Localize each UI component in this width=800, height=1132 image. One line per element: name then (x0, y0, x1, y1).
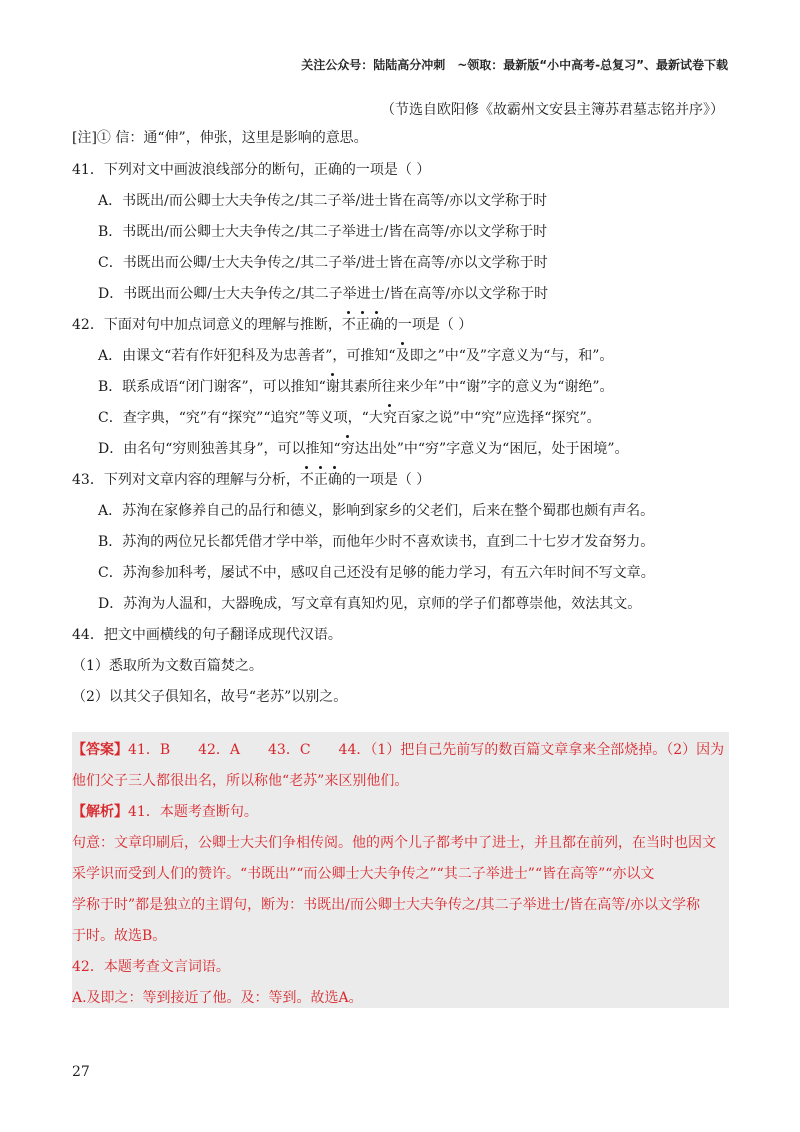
analysis-line-1 (72, 802, 258, 822)
question-43-option-d: D．苏洵为人温和，大器晚成，写文章有真知灼见，京师的学子们都尊崇他，效法其文。 (98, 596, 642, 612)
analysis-line: 句意：文章印刷后，公卿士大夫们争相传阅。他的两个儿子都考中了进士，并且都在前列，在当时也因文 (72, 835, 716, 851)
emphasis-char: 正 (313, 472, 328, 488)
question-42-stem (72, 315, 472, 335)
option-text: 其素所往来少年”中“谢”字的意义为“谢绝”。 (339, 379, 614, 395)
emphasis-char: 穷 (340, 441, 355, 457)
option-text: B．联系成语“闭门谢客”，可以推知“ (98, 379, 326, 395)
stem-text: 的一项是（ ） (341, 472, 431, 488)
option-text: D．由名句“穷则独善其身”，可以推知“ (98, 441, 341, 457)
emphasis-char: 确 (327, 472, 342, 488)
page-number: 27 (72, 1064, 90, 1080)
stem-text: 43．下列对文章内容的理解与分析， (72, 472, 300, 488)
question-44-item-1: （1）悉取所为文数百篇焚之。 (72, 658, 263, 674)
question-42-option-a (98, 346, 613, 366)
answer-line-2: 他们父子三人都很出名，所以称他“老苏”来区别他们。 (72, 773, 409, 789)
question-44-item-2: （2）以其父子俱知名，故号“老苏”以别之。 (72, 689, 348, 705)
option-text: C．查字典，“究”有“探究”“追究”等义项，“大 (98, 410, 383, 426)
question-44-stem: 44．把文中画横线的句子翻译成现代汉语。 (72, 627, 342, 643)
analysis-line: 采学识而受到人们的赞许。“书既出”“而公卿士大夫争传之”“其二子举进士”“皆在高等”“亦以文 (72, 866, 655, 882)
question-42-option-c (98, 408, 601, 428)
emphasis-char: 正 (355, 317, 370, 333)
emphasis-char: 不 (341, 317, 356, 333)
source-citation: （节选自欧阳修《故霸州文安县主簿苏君墓志铭并序》） (381, 102, 724, 118)
question-41-option-a: A．书既出/而公卿士大夫争传之/其二子举/进士皆在高等/亦以文学称于时 (98, 193, 547, 209)
stem-text: 的一项是（ ） (383, 317, 473, 333)
emphasis-char: 究 (382, 410, 397, 426)
analysis-line: 于时。故选B。 (72, 928, 167, 944)
answer-text: 41．B 42．A 43．C 44．（1）把自己先前写的数百篇文章拿来全部烧掉。（2）因为 (128, 742, 725, 758)
question-41-stem: 41．下列对文中画波浪线部分的断句，正确的一项是（ ） (72, 162, 431, 178)
analysis-line: A.及即之：等到接近了他。及：等到。故选A。 (72, 990, 363, 1006)
analysis-line: 学称于时”都是独立的主谓句，断为：书既出/而公卿士大夫争传之/其二子举进士/皆在高等/亦以文学称 (72, 897, 701, 913)
question-43-option-b: B．苏洵的两位兄长都凭借才学中举，而他年少时不喜欢读书，直到二十七岁才发奋努力。 (98, 534, 655, 550)
option-text: 即之”中“及”字意义为“与，和”。 (409, 348, 614, 364)
question-43-stem (72, 470, 430, 490)
emphasis-char: 谢 (325, 379, 340, 395)
annotation-note: [注]① 信：通“伸”，伸张，这里是影响的意思。 (72, 130, 368, 146)
analysis-text: 41．本题考查断句。 (128, 804, 258, 820)
analysis-tag: 【解析】 (72, 804, 128, 820)
emphasis-char: 确 (369, 317, 384, 333)
question-41-option-d: D．书既出而公卿/士大夫争传之/其二子举进士/皆在高等/亦以文学称于时 (98, 286, 549, 302)
option-text: 达出处”中“穷”字意义为“困厄，处于困境”。 (354, 441, 629, 457)
question-41-option-b: B．书既出/而公卿士大夫争传之/其二子举进士/皆在高等/亦以文学称于时 (98, 224, 548, 240)
answer-line-1 (72, 740, 724, 760)
question-41-option-c: C．书既出而公卿/士大夫争传之/其二子举/进士皆在高等/亦以文学称于时 (98, 255, 548, 271)
question-43-option-a: A．苏洵在家修养自己的品行和德义，影响到家乡的父老们，后来在整个蜀郡也颇有声名。 (98, 503, 655, 519)
question-42-option-d (98, 439, 629, 459)
page-header: 关注公众号：陆陆高分冲刺 ~领取：最新版“小中高考-总复习”、最新试卷下载 (301, 58, 728, 72)
question-42-option-b (98, 377, 614, 397)
analysis-line: 42．本题考查文言词语。 (72, 959, 230, 975)
option-text: A．由课文“若有作奸犯科及为忠善者”，可推知“ (98, 348, 396, 364)
question-43-option-c: C．苏洵参加科考，屡试不中，感叹自己还没有足够的能力学习，有五六年时间不写文章。 (98, 565, 655, 581)
emphasis-char: 及 (395, 348, 410, 364)
answer-tag: 【答案】 (72, 742, 128, 758)
stem-text: 42．下面对句中加点词意义的理解与推断， (72, 317, 342, 333)
emphasis-char: 不 (299, 472, 314, 488)
option-text: 百家之说”中“究”应选择“探究”。 (396, 410, 601, 426)
